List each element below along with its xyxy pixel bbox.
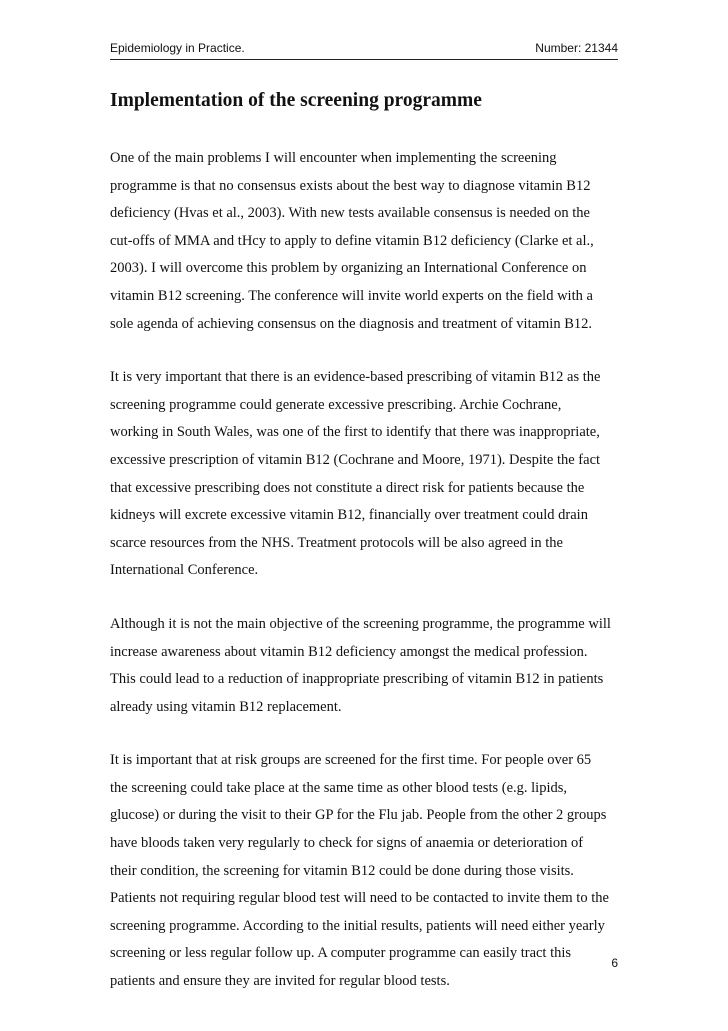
paragraph-prescribing: It is very important that there is an evidence-based prescribing of vitamin B12 as the screening programme could generate excessive prescribing. Archie Cochrane, working in South Wales, was one of the first to identify that there was inappropriate, excessive prescription of vitamin B12 (Cochrane and Moore, 1971). Despite the fact that excessive prescribing does not constitute a direct risk for patients because the kidneys will excrete excessive vitamin B12, financially over treatment could drain scarce resources from the NHS. Treatment protocols will be also agreed in the International Conference. (110, 369, 601, 579)
body-text (110, 145, 622, 1022)
header-divider (110, 59, 618, 60)
paragraph-risk-groups: It is important that at risk groups are screened for the first time. For people over 65 the screening could take place at the same time as other blood tests (e.g. lipids, glucose) or during the visit to their GP for the Flu jab. People from the other 2 groups have bloods taken very regularly to check for signs of anaemia or deterioration of their condition, the screening for vitamin B12 could be done during those visits. Patients not requiring regular blood test will need to be contacted to invite them to the screening programme. According to the initial results, patients will need either yearly screening or less regular follow up. A computer programme can easily tract this patients and ensure they are invited for regular blood tests. (110, 752, 609, 990)
page-header (110, 41, 618, 55)
section-title: Implementation of the screening programme (110, 90, 482, 111)
paragraph-awareness: Although it is not the main objective of the screening programme, the programme will increase awareness about vitamin B12 deficiency amongst the medical profession. This could lead to a reduction of inappropriate prescribing of vitamin B12 in patients already using vitamin B12 replacement. (110, 615, 611, 715)
paragraph-consensus: One of the main problems I will encounter when implementing the screening programme is that no consensus exists about the best way to diagnose vitamin B12 deficiency (Hvas et al., 2003). With new tests available consensus is needed on the cut-offs of MMA and tHcy to apply to define vitamin B12 deficiency (Clarke et al., 2003). I will overcome this problem by organizing an International Conference on vitamin B12 screening. The conference will invite world experts on the field with a sole agenda of achieving consensus on the diagnosis and treatment of vitamin B12. (110, 150, 594, 332)
header-course-title: Epidemiology in Practice. (110, 41, 245, 55)
page-number: 6 (611, 956, 618, 970)
header-student-number: Number: 21344 (535, 41, 618, 55)
